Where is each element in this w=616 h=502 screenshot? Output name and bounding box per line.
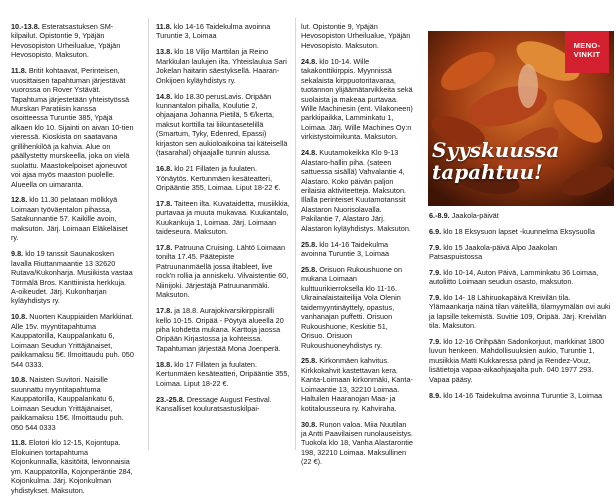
menovinkit-badge xyxy=(565,31,609,73)
event-description: ja 18.8. Aurajokivarsikirppisralli kello 10-15. Oripää - Pöytyä alueella 20 piha kohdetta mukana. Karttoja jaossa Oripään Kirjastossa ja kohteissa. Tapahtuman järjestää Mona Joenperä. xyxy=(156,306,284,353)
event-description: Jaakola-päivät xyxy=(451,211,499,220)
event-description: klo 14-16 Taidekulma avoinna Turuntie 3, Loimaa xyxy=(156,22,271,41)
event-description: Naisten Suvitori. Naisille suunnattu myyntitapahtuma Kauppatorilla, Kauppalankatu 6, Loimaan Seudun Yrittäjänaiset, paikkamaksu 15€. Ilmoittaudu puh. 050 544 0333 xyxy=(11,375,124,432)
event-description: lut. Opistontie 9, Ypäjän Hevosopiston Urheilualue, Ypäjän Hevosopisto. Maksuton. xyxy=(301,22,411,50)
event-description: Taiteen ilta. Kuvataidetta, musiikkia, purtavaa ja muuta mukavaa. Kuukantalo, Kuukankuja 1, Loimaa. Järj. Loimaan taideseura. Maksuton. xyxy=(156,198,290,237)
badge-line-2: VINKIT xyxy=(573,50,601,59)
event-date: 10.-13.8. xyxy=(11,22,40,31)
column-divider xyxy=(148,18,149,450)
event-entry xyxy=(11,22,134,60)
event-date: 17.8. xyxy=(156,243,173,253)
event-entry xyxy=(429,293,611,331)
event-date: 8.9. xyxy=(429,390,442,400)
event-description: Patruuna Cruising. Lähtö Loimaan tonilta 17.45. Päätepiste Patruunanmäellä jossa iltableet, live rock'n rollia ja anniskelu. Vilvaistentie 60, Niinijoki. Järjestäjä Patruunanmäki. Maksuton. xyxy=(156,243,289,300)
event-entry xyxy=(11,249,134,306)
title-line-2: tapahtuu! xyxy=(432,160,543,184)
event-description: Britit kohtaavat, Perinteisen, vuosittaisen tapahtuman järjestävät vuorossa on Rover Ystävät. Tapahtuma järjestetään yhteistyössä Murskan Paratiisin kanssa osoitteessa Turuntie 385, Ypäjä alkaen klo 10. Sijainti on aivan 10-tien vieressä. Kioskista on saatavana grillihenkilöä ja kahvia. Alue on päällystetty murskeella, joka on vielä suolattu. Maastokelpoiset ajoneuvot voi ajaa myös maaston puolelle. Alueella on uimaranta. xyxy=(11,66,134,189)
event-description: Kuutamokeikka Klo 9-13 Alastaro-hallin piha. (sateen sattuessa sisällä) Vahvalantie 4, Alastaro. Koko päivän paljon erilaisia aktiviteetteja. Maksuton. Illalla perinteiset Kuutamotanssit Alastaron Nuorisolavalla. Pakilantie 7, Alastaro Järj. Alastaron kyläyhdistys. Maksuton. xyxy=(301,148,411,233)
event-entry xyxy=(301,265,413,350)
events-column-1 xyxy=(11,22,134,502)
event-date: 16.8. xyxy=(156,164,173,174)
event-date: 12.8. xyxy=(11,195,28,205)
event-entry xyxy=(301,57,413,142)
event-date: 11.8. xyxy=(11,438,27,448)
event-date: 18.8. xyxy=(156,359,173,369)
event-entry xyxy=(156,199,290,237)
event-description: Nuorten Kauppiaiden Markkinat. Alle 15v. myyntitapahtuma Kauppatorilla, Kauppalankatu 6, Loimaan Seudun Yrittäjänaiset, paikkamaksu 5€. Ilmoittaudu puh. 050 544 0333. xyxy=(11,312,134,369)
event-entry xyxy=(11,438,134,495)
title-line-1: Syyskuussa xyxy=(432,138,560,162)
event-entry xyxy=(429,227,611,236)
event-description: klo 21 Fillaten ja fuulaten. Yönäytös. Kertunmäen kesäteatteri, Oripääntie 355, Loimaa. Liput 18-22 €. xyxy=(156,164,281,192)
event-entry xyxy=(301,148,413,233)
event-date: 10.8. xyxy=(11,375,28,385)
event-description: klo 14-16 Taidekulma avoinna Turuntie 3, Loimaa xyxy=(443,390,603,400)
event-date: 10.8. xyxy=(11,312,28,322)
event-entry xyxy=(156,306,290,353)
event-description: klo 18 Eksysuon lapset -kuunnelma Eksysuolla xyxy=(443,226,595,236)
september-events-column xyxy=(429,211,611,406)
event-date: 30.8. xyxy=(301,419,318,429)
event-description: Dressage August Festival. Kansalliset kouluratsastuskilpai- xyxy=(156,394,272,413)
event-date: 9.8. xyxy=(11,249,24,259)
event-description: Orisuon Rukoushuone on mukana Loimaan kulttuurikierroksella klo 11-16. Ukrainalaistaiteilija Vola Olenin taidemyyntinäyttely, opastus, vanhanajan puffetti. Orisuon Rukoushuone, Keskitie 51, Orisuo. Orisuon Rukoushuoneyhdistys ry. xyxy=(301,264,403,350)
event-description: klo 11.30 pelataan mölkkyä Loimaan työväentalon pihassa, Satakunnantie 57. Kaikille avoin, maksuton. Järj. Loimaan Eläkeläiset ry. xyxy=(11,195,128,243)
event-entry xyxy=(156,243,290,300)
event-entry xyxy=(301,356,413,413)
section-title xyxy=(432,139,612,183)
event-description: Esteratsastuksen SM-kilpailut. Opistontie 9, Ypäjän Hevosopiston Urheilualue, Ypäjän Hevosopisto. Maksuton. xyxy=(11,22,121,60)
event-description: klo 10-14, Auton Päivä, Lamminkatu 36 Loimaa, autoliitto Loimaan seudun osasto, maksuton. xyxy=(429,267,599,287)
event-description: Runon valoa. Miia Nuutilan ja Antti Paavilaisen runolauseistys. Tuokola klo 18, Vanha Alastarontie 198, 32210 Loimaa. Maksullinen (22 €). xyxy=(301,419,413,467)
badge-line-1: MENO- xyxy=(573,41,601,50)
event-entry xyxy=(11,375,134,432)
event-date: 7.9. xyxy=(429,242,442,252)
event-description: klo 17 Fillaten ja fuulaten. Kertunmäen kesäteatteri, Oripääntie 355, Loimaa. Liput 18-22 €. xyxy=(156,359,290,388)
event-entry xyxy=(11,66,134,189)
column-divider xyxy=(295,18,296,450)
event-date: 24.8. xyxy=(301,148,318,158)
event-date: 11.8. xyxy=(11,66,27,76)
event-description: klo 19 tanssit Saunakosken lavalla Riuttanmaantie 13 32620 Rutava/Kukonharja. Musiikista vastaa Törmälä Bros. Kanttiinista herkkuja. A-oikeudet. Järj. Kukonharjan kyläyhdistys ry. xyxy=(11,249,133,306)
event-entry xyxy=(301,22,413,50)
event-description: Elotori klo 12-15, Kojontupa. Elokuinen tortapahtuma Kojonkunnalla, käsitöitä, leivonnaisia ym. Kauppatorilla, Kojonperäntie 284, Kojonkulma. Järj. Kojonkulman yhdistykset. Maksuton. xyxy=(11,438,133,495)
event-entry xyxy=(156,164,290,192)
event-description: klo 18 Viljo Marttilan ja Reino Markkulan laulujen ilta. Yhteislaulua Sari Jokelan haitarin säestyksellä. Haaran-Onkijoen kyläyhdistys ry. xyxy=(156,47,287,85)
events-column-2 xyxy=(156,22,290,420)
event-description: klo 14-16 Taidekulma avoinna Turuntie 3, Loimaa xyxy=(301,239,390,259)
event-entry xyxy=(429,391,611,400)
event-entry xyxy=(156,360,290,388)
event-entry xyxy=(156,47,290,85)
event-date: 25.8. xyxy=(301,239,318,249)
event-date: 25.8. xyxy=(301,264,318,274)
event-date: 14.8. xyxy=(156,91,173,101)
event-entry xyxy=(156,92,290,158)
event-description: klo 14- 18 Lähiruokapäivä Kreivilän tila. Ylämaankarja näinä tilan väitelillä, tilamyymälän ovi auki ja lapsille tekemistä. Suvitie 109, Oripää. Järj. Kreivilän tila. Maksuton. xyxy=(429,292,611,331)
event-date: 11.8. xyxy=(156,22,172,31)
event-entry xyxy=(429,243,611,262)
event-date: 17.8. xyxy=(156,306,173,316)
event-entry xyxy=(429,268,611,287)
events-column-3 xyxy=(301,22,413,473)
event-date: 17.8. xyxy=(156,198,173,208)
event-date: 13.8. xyxy=(156,47,173,57)
event-entry xyxy=(429,211,611,220)
event-entry xyxy=(11,312,134,369)
event-description: klo 12-16 Orihpään Sadonkorjuut, markkinat 1800 luvun henkeen. Mahdollisuuksien aukio, Turuntie 1, musiikkia Matti Kukkaressa pänd ja Rendez-Vouz, lisätietoja vapaa-aikaohjaajalta puh. 040 1977 293. Vapaa pääsy. xyxy=(429,337,605,384)
event-date: 7.9. xyxy=(429,267,442,277)
event-entry xyxy=(429,337,611,384)
event-date: 7.9. xyxy=(429,292,442,302)
event-entry xyxy=(301,420,413,467)
event-description: klo 10-14. Wille takakonttikirppis. Myynnissä sekalaista kirppuotoritavaraa, tuotannon ylijäämätarvikkeita sekä suolaista ja makeaa purtavaa. Wille Machinesin (ent. Vilakoneen) parkkipaikka, Lamminkatu 1, Loimaa. Järj. Wille Machines Oy:n virkistystoimikunta. Maksuton. xyxy=(301,56,413,142)
event-date: 24.8. xyxy=(301,56,318,66)
event-entry xyxy=(156,22,290,41)
event-entry xyxy=(301,240,413,259)
event-entry xyxy=(156,395,290,414)
event-date: 7.9. xyxy=(429,337,442,347)
event-description: klo 15 Jaakola-päivä Alpo Jaakolan Patsaspuistossa xyxy=(429,242,558,261)
event-date: 23.-25.8. xyxy=(156,394,185,404)
event-date: 6.-8.9. xyxy=(429,211,450,220)
event-description: Kirkonmäen kahvitus. Kirkkokahvit kastettavan kera. Kanta-Loimaan kirkonmäki, Kanta-Loimaantie 13, 32210 Loimaa. Haltuilen Haaranojan Maa- ja kotitalousseura ry. Kahviraha. xyxy=(301,356,413,413)
event-date: 25.8. xyxy=(301,356,318,366)
event-date: 6.9. xyxy=(429,226,442,236)
event-description: klo 18.30 perusLavis. Oripään kunnantalon pihalla, Koulutie 2, ohjaajana Johanna Pietilä, 5 €/kerta, maksut korttilla tai liikuntasetelillä (Smartum, Tyky, Edenred, Epassi) kirjaston sen aukioloaikoina tai käteisellä (tasarahal) ohjaajalle tunnin alussa. xyxy=(156,91,288,158)
event-entry xyxy=(11,195,134,242)
